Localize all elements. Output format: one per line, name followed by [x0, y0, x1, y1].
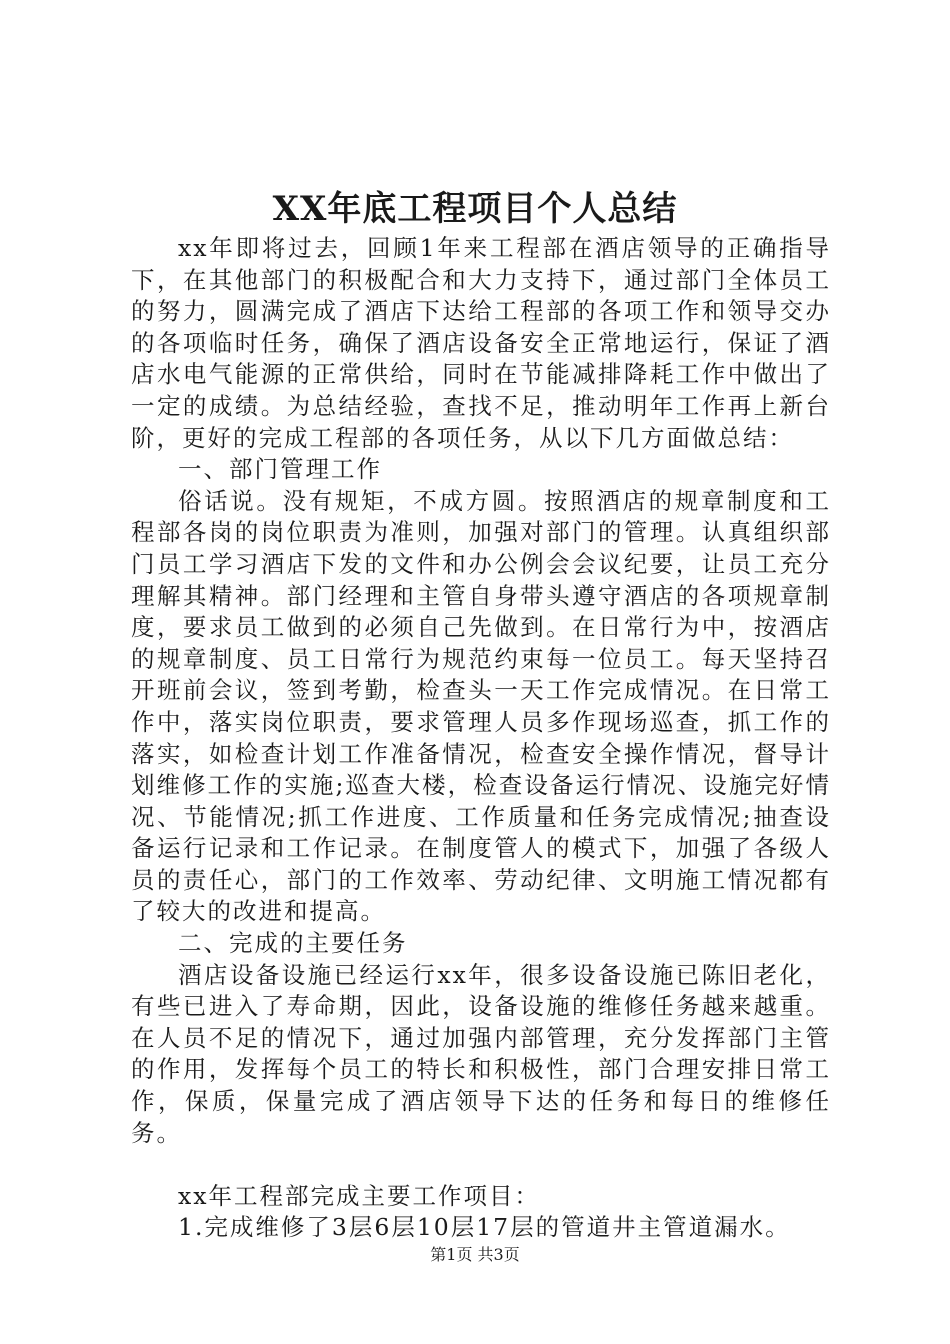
intro-paragraph: xx年即将过去，回顾1年来工程部在酒店领导的正确指导下，在其他部门的积极配合和大力支持下，通过部门全体员工的努力，圆满完成了酒店下达给工程部的各项工作和领导交办的各项临时任务，确保了酒店设备安全正常地运行，保证了酒店水电气能源的正常供给，同时在节能减排降耗工作中做出了一定的成绩。为总结经验，查找不足，推动明年工作再上新台阶，更好的完成工程部的各项任务，从以下几方面做总结：	[131, 234, 831, 452]
document-title: XX年底工程项目个人总结	[272, 189, 678, 229]
page-footer: 第1页 共3页	[430, 1245, 520, 1264]
projects-heading: xx年工程部完成主要工作项目：	[178, 1181, 541, 1210]
tasks-paragraph: 酒店设备设施已经运行xx年，很多设备设施已陈旧老化，有些已进入了寿命期，因此，设备设施的维修任务越来越重。在人员不足的情况下，通过加强内部管理，充分发挥部门主管的作用，发挥每个员工的特长和积极性，部门合理安排日常工作，保质，保量完成了酒店领导下达的任务和每日的维修任务。	[131, 960, 831, 1147]
section-heading-tasks: 二、完成的主要任务	[178, 929, 408, 958]
management-paragraph: 俗话说。没有规矩，不成方圆。按照酒店的规章制度和工程部各岗的岗位职责为准则，加强对部门的管理。认真组织部门员工学习酒店下发的文件和办公例会会议纪要，让员工充分理解其精神。部门经理和主管自身带头遵守酒店的各项规章制度，要求员工做到的必须自己先做到。在日常行为中，按酒店的规章制度、员工日常行为规范约束每一位员工。每天坚持召开班前会议，签到考勤，检查头一天工作完成情况。在日常工作中，落实岗位职责，要求管理人员多作现场巡查，抓工作的落实，如检查计划工作准备情况，检查安全操作情况，督导计划维修工作的实施;巡查大楼，检查设备运行情况、设施完好情况、节能情况;抓工作进度、工作质量和任务完成情况;抽查设备运行记录和工作记录。在制度管人的模式下，加强了各级人员的责任心，部门的工作效率、劳动纪律、文明施工情况都有了较大的改进和提高。	[131, 486, 831, 926]
document-body	[131, 233, 831, 1244]
section-heading-management: 一、部门管理工作	[178, 455, 382, 484]
project-item-1: 1.完成维修了3层6层10层17层的管道井主管道漏水。	[178, 1213, 791, 1242]
